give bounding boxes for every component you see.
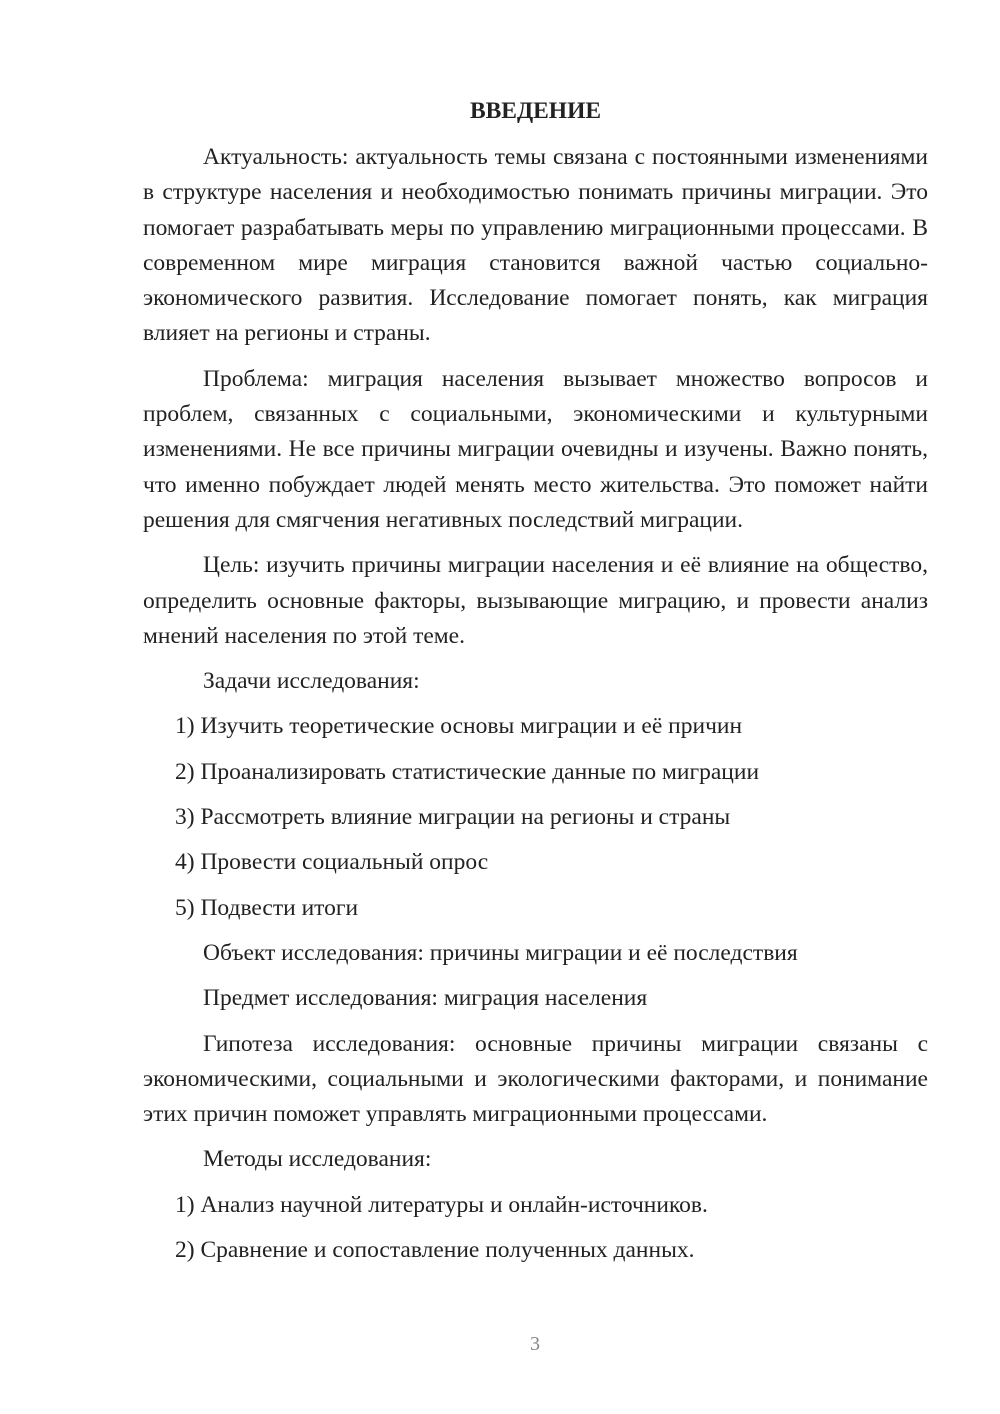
- goal-paragraph: Цель: изучить причины миграции населения и её влияние на общество, определить основные факторы, вызывающие миграцию, и провести анализ мнений населения по этой теме.: [143, 552, 928, 649]
- page-title: ВВЕДЕНИЕ: [469, 98, 602, 124]
- page-number: 3: [530, 1333, 540, 1355]
- hypothesis-paragraph: Гипотеза исследования: основные причины миграции связаны с экономическими, социальными и экологическими факторами, и понимание этих причин поможет управлять миграционными процессами.: [143, 1030, 928, 1128]
- method-item: 2) Сравнение и сопоставление полученных данных.: [175, 1237, 695, 1264]
- tasks-heading: Задачи исследования:: [203, 668, 420, 695]
- problem-paragraph: Проблема: миграция населения вызывает множество вопросов и проблем, связанных с социальными, экономическими и культурными изменениями. Не все причины миграции очевидны и изучены. Важно понять, что именно побуждает людей менять место жительства. Это поможет найти решения для смягчения негативных последствий миграции.: [143, 365, 928, 533]
- object-line: Объект исследования: причины миграции и её последствия: [203, 939, 798, 966]
- task-item: 1) Изучить теоретические основы миграции и её причин: [175, 713, 743, 740]
- task-item: 4) Провести социальный опрос: [175, 849, 489, 876]
- method-item: 1) Анализ научной литературы и онлайн-источников.: [175, 1191, 708, 1218]
- task-item: 5) Подвести итоги: [175, 894, 359, 921]
- methods-heading: Методы исследования:: [203, 1146, 432, 1173]
- task-item: 2) Проанализировать статистические данные по миграции: [175, 758, 760, 785]
- task-item: 3) Рассмотреть влияние миграции на регионы и страны: [175, 804, 731, 831]
- relevance-paragraph: Актуальность: актуальность темы связана с постоянными изменениями в структуре населения и необходимостью понимать причины миграции. Это помогает разрабатывать меры по управлению миграционными процессами. В современном мире миграция становится важной частью социально-экономического развития. Исследование помогает понять, как миграция влияет на регионы и страны.: [143, 144, 928, 347]
- subject-line: Предмет исследования: миграция населения: [203, 985, 648, 1012]
- page-content: [143, 96, 928, 1278]
